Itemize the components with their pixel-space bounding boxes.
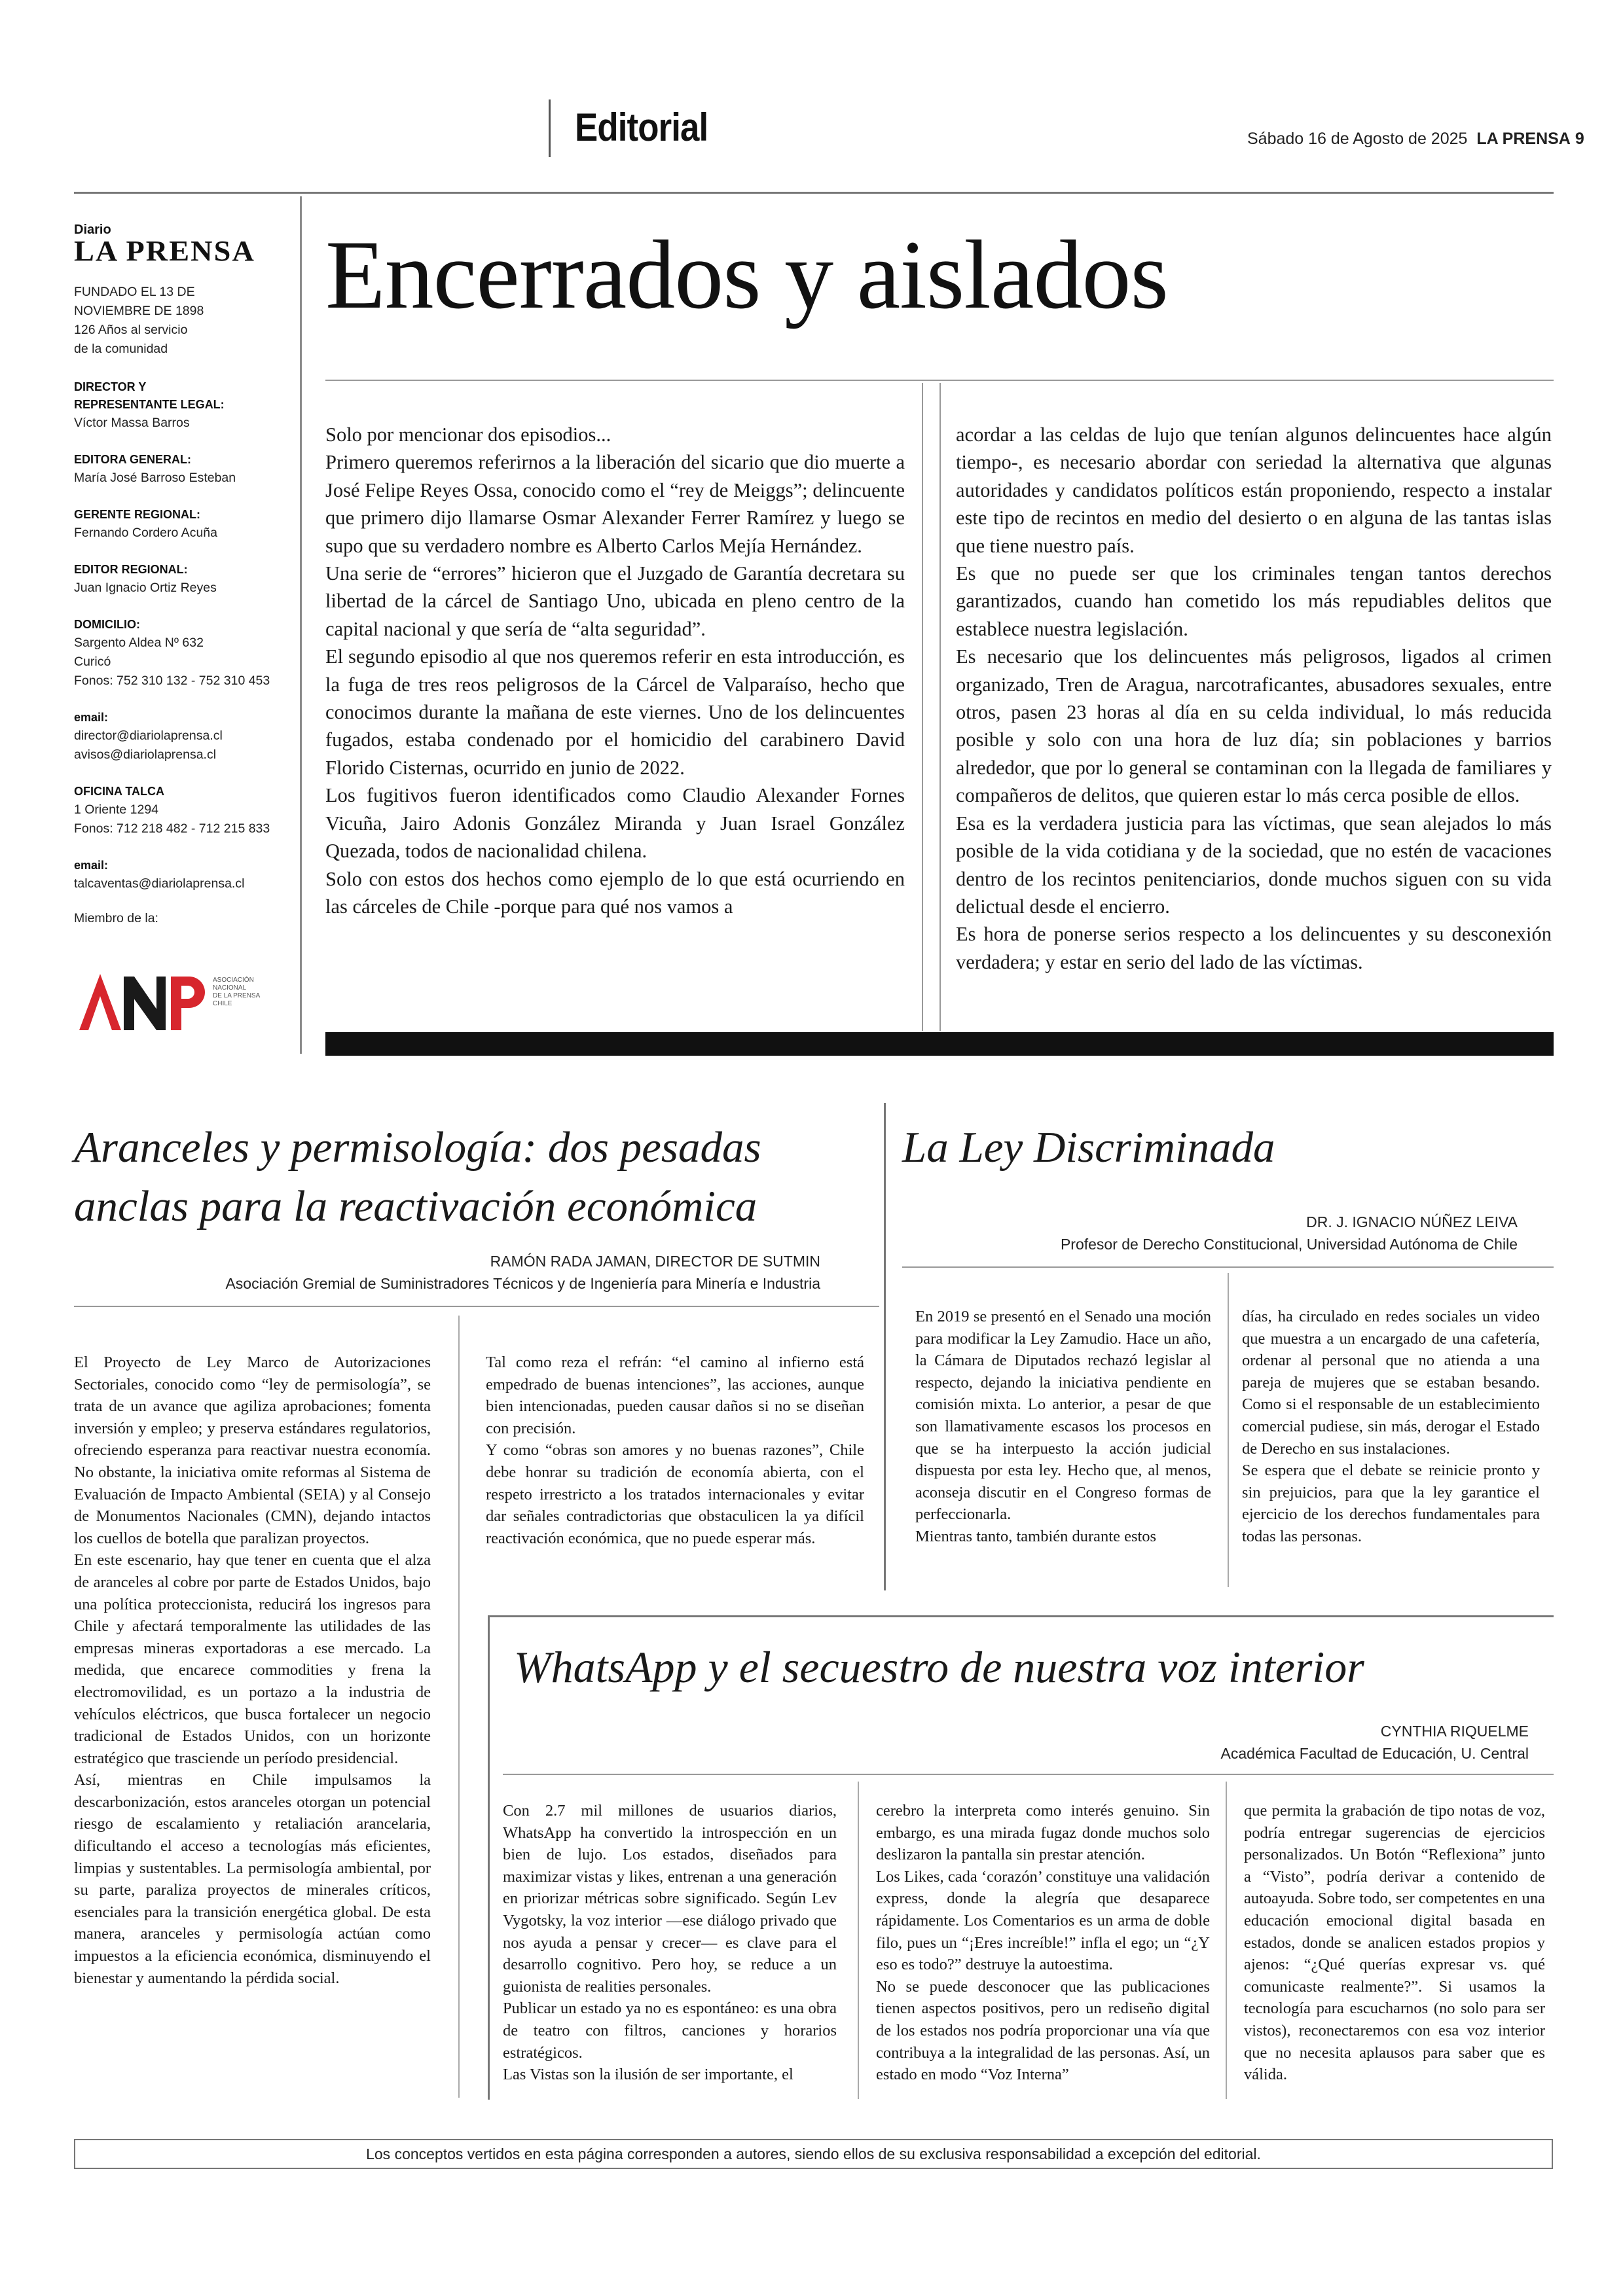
ley-left-rule (884, 1103, 886, 1590)
whatsapp-col-2 (876, 1800, 1210, 2086)
founded-line: FUNDADO EL 13 DE (74, 285, 195, 299)
staff-name: Juan Ignacio Ortiz Reyes (74, 581, 217, 595)
ley-col-divider (1228, 1273, 1229, 1587)
ley-col-2 (1242, 1306, 1540, 1548)
ley-paragraph: En 2019 se presentó en el Senado una moción para modificar la Ley Zamudio. Hace un año, la Cámara de Diputados rechazó legislar al respecto, dejando la iniciativa pendiente en comisión mixta. Lo anterior, a pesar de que son llamativamente escasos los procesos en que se ha interpuesto la acción judicial dispuesta por esta ley. Hecho que, al menos, aconseja discutir en el Congreso formas de perfeccionarla. (915, 1308, 1211, 1524)
aranceles-affiliation: Asociación Gremial de Suministradores Técnicos y de Ingeniería para Minería e Industria (225, 1275, 820, 1292)
staff-editora (74, 451, 293, 488)
whatsapp-paragraph: Publicar un estado ya no es espontáneo: es una obra de teatro con filtros, canciones y horarios estratégicos. (503, 2000, 837, 2062)
whatsapp-top-rule (488, 1615, 1554, 1617)
masthead-logo: LA PRENSA (74, 235, 255, 267)
staff-editor (74, 561, 293, 598)
whatsapp-paragraph: Con 2.7 mil millones de usuarios diarios, WhatsApp ha convertido la introspección en un bien de lujo. Los estados, diseñados para maximizar vistas y likes, entrenan a una generación en priorizar métricas sobre significado. Según Lev Vygotsky, la voz interior —ese diálogo privado que nos ayuda a pensar y crecer— es clave para el desarrollo cognitivo. Pero hoy, se reduce a un guionista de realities personales. (503, 1802, 837, 1996)
anp-caption: CHILE (213, 1000, 232, 1007)
whatsapp-paragraph: que permita la grabación de tipo notas de voz, podría entregar sugerencias de ejercicios personalizados. Un Botón “Reflexiona” junto a “Visto”, podría derivar a contenido de autoayuda. Sobre todo, ser competentes en una educación emocional digital basada en estados, donde se analicen estados propios y ajenos: “¿Qué querías expresar vs. qué comunicaste realmente?”. Si usamos la tecnología para escucharnos (no solo para ser vistos), reconectaremos con esa voz interior que no necesita aplausos para saber que es válida. (1244, 1802, 1545, 2084)
whatsapp-rule (503, 1774, 1554, 1775)
whatsapp-paragraph: No se puede desconocer que las publicaciones tienen aspectos positivos, pero un rediseño digital de los estados nos podría proporcionar una vía que contribuya a la integralidad de las personas. Así, un estado en modo “Voz Interna” (876, 1977, 1210, 2084)
editorial-paragraph: Los fugitivos fueron identificados como Claudio Alexander Fornes Vicuña, Jairo Adonis González Miranda y Juan Israel González Quezada, todos de nacionalidad chilena. (325, 784, 905, 863)
dateline (1247, 130, 1584, 149)
staff-heading: OFICINA TALCA (74, 785, 164, 798)
anp-logo (74, 970, 283, 1035)
anp-caption: NACIONAL (213, 984, 247, 992)
ley-rule (902, 1266, 1554, 1268)
staff-heading: EDITORA GENERAL: (74, 453, 192, 466)
founded-line: de la comunidad (74, 342, 168, 356)
email-line: avisos@diariolaprensa.cl (74, 747, 217, 762)
whatsapp-byline (514, 1720, 1529, 1765)
header-rule (74, 192, 1554, 194)
page-number: 9 (1575, 130, 1584, 148)
aranceles-paragraph: El Proyecto de Ley Marco de Autorizaciones Sectoriales, conocido como “ley de permisología”, se trata de un avance que agiliza aprobaciones; fomenta inversión y empleo; y preserva estándares regulatorios, ofreciendo esperanza para reactivar nuestra economía. No obstante, la iniciativa omite reformas al Sistema de Evaluación de Impacto Ambiental (SEIA) y al Consejo de Monumentos Nacionales (CMN), dejando intactos los cuellos de botella que paralizan proyectos. (74, 1354, 431, 1547)
aranceles-title-line: Aranceles y permisología: dos pesadas (74, 1123, 761, 1172)
anp-caption: DE LA PRENSA (213, 992, 261, 999)
staff-heading: DIRECTOR Y (74, 380, 147, 393)
staff-domicilio (74, 616, 293, 691)
whatsapp-col-3 (1244, 1800, 1545, 2086)
aranceles-paragraph: Y como “obras son amores y no buenas razones”, Chile debe honrar su tradición de economía abierta, con el respeto irrestricto a los tratados internacionales y evitar dar señales contradictorias que obstaculicen la ya difícil reactivación económica, que no puede esperar más. (486, 1441, 864, 1547)
staff-heading: email: (74, 711, 109, 724)
editorial-paragraph: acordar a las celdas de lujo que tenían algunos delincuentes hace algún tiempo-, es necesario abordar con seriedad la alternativa que algunas autoridades y candidatos políticos están proponiendo, respecto a instalar este tipo de recintos en medio del desierto o en alguna de las tantas islas que tiene nuestro país. (956, 423, 1552, 557)
editorial-paragraph: Solo con estos dos hechos como ejemplo de lo que está ocurriendo en las cárceles de Chile -porque para qué nos vamos a (325, 867, 905, 918)
editorial-paragraph: Solo por mencionar dos episodios... (325, 423, 611, 446)
footer-disclaimer: Los conceptos vertidos en esta página corresponden a autores, siendo ellos de su exclusiva responsabilidad a excepción del editorial. (366, 2145, 1261, 2162)
editorial-paragraph: El segundo episodio al que nos queremos referir en esta introducción, es la fuga de tres reos peligrosos de la Cárcel de Valparaíso, hecho que conocimos durante la mañana de este viernes. Uno de los delincuentes fugados, estaba condenado por el homicidio del carabinero David Florido Cisternas, ocurrido en junio de 2022. (325, 645, 905, 779)
staff-talca (74, 783, 293, 838)
editorial-paragraph: Es que no puede ser que los criminales tengan tantos derechos garantizados, cuando han cometido los más repudiables delitos que establece nuestra legislación. (956, 562, 1552, 640)
ley-title: La Ley Discriminada (902, 1123, 1275, 1172)
ley-paragraph: Mientras tanto, también durante estos (915, 1527, 1157, 1545)
staff-heading: REPRESENTANTE LEGAL: (74, 398, 225, 411)
staff-director (74, 378, 293, 433)
address-line: Sargento Aldea Nº 632 (74, 636, 204, 650)
staff-heading: DOMICILIO: (74, 618, 140, 631)
aranceles-col-1 (74, 1352, 431, 1989)
aranceles-paragraph: Tal como reza el refrán: “el camino al infierno está empedrado de buenas intenciones”, las acciones, aunque bien intencionadas, pueden causar daños si no se diseñan con precisión. (486, 1354, 864, 1437)
anp-caption: ASOCIACIÓN (213, 977, 254, 984)
staff-name: María José Barroso Esteban (74, 471, 236, 485)
whatsapp-paragraph: Las Vistas son la ilusión de ser importante, el (503, 2066, 793, 2084)
masthead-diario: Diario (74, 223, 111, 237)
staff-gerente (74, 506, 293, 543)
whatsapp-col-divider (858, 1782, 859, 2099)
founded-line: 126 Años al servicio (74, 323, 188, 337)
footer-disclaimer-box (74, 2139, 1553, 2169)
address-line: 1 Oriente 1294 (74, 802, 159, 817)
editorial-paragraph: Una serie de “errores” hicieron que el Juzgado de Garantía decretara su libertad de la cárcel de Santiago Uno, ubicada en pleno centro de la capital nacional y que sería de “alta seguridad”. (325, 562, 905, 640)
aranceles-byline (74, 1250, 820, 1295)
masthead-box (74, 196, 302, 1054)
whatsapp-affiliation: Académica Facultad de Educación, U. Central (1220, 1745, 1529, 1762)
aranceles-paragraph: En este escenario, hay que tener en cuenta que el alza de aranceles al cobre por parte de Estados Unidos, bajo una política proteccionista, reducirá los ingresos para Chile y afectará temporalmente las utilidades de las empresas mineras exportadoras a ese mercado. La medida, que encarece commodities y frena la electromovilidad, es un portazo a la industria de vehículos eléctricos, que busca fortalecer un negocio tradicional de Estados Unidos, con un horizonte estratégico que trasciende un período presidencial. (74, 1551, 431, 1767)
staff-name: Fernando Cordero Acuña (74, 526, 217, 540)
ley-byline (902, 1211, 1518, 1255)
aranceles-col-divider (458, 1316, 460, 2098)
aranceles-title (74, 1118, 879, 1236)
aranceles-rule (74, 1306, 879, 1307)
editorial-title-rule (325, 380, 1554, 381)
issue-date: Sábado 16 de Agosto de 2025 (1247, 130, 1468, 148)
staff-name: Víctor Massa Barros (74, 416, 190, 430)
masthead-staff (74, 378, 293, 928)
staff-talca-email (74, 857, 293, 893)
editorial-col-2 (956, 421, 1552, 976)
aranceles-title-line: anclas para la reactivación económica (74, 1182, 757, 1230)
header-divider (549, 99, 551, 157)
staff-email (74, 709, 293, 764)
ley-col-1 (915, 1306, 1211, 1548)
editorial-paragraph: Es necesario que los delincuentes más peligrosos, ligados al crimen organizado, Tren de Aragua, narcotraficantes, abusadores sexuales, entre otros, pasen 23 horas al día en su celda individual, lo más reducida posible y solo con una hora de luz día; sin poblaciones y barrios alrededor, que por lo general se contaminan con la llegada de familiares y compañeros de delitos, que quieren estar lo más cerca posible de ellos. (956, 645, 1552, 807)
whatsapp-col-divider (1226, 1782, 1227, 2099)
editorial-bottom-bar (325, 1032, 1554, 1056)
editorial-title: Encerrados y aislados (325, 221, 1168, 329)
whatsapp-left-rule (488, 1615, 490, 2100)
editorial-paragraph: Esa es la verdadera justicia para las víctimas, que sean alejados lo más posible de la vida cotidiana y de la sociedad, que no estén de vacaciones dentro de los recintos penitenciarios, donde muchos siguen con su vida delictual desde el encierro. (956, 812, 1552, 918)
editorial-paragraph: Es hora de ponerse serios respecto a los delincuentes y su desconexión verdadera; y estar en serio del lado de las víctimas. (956, 923, 1552, 973)
whatsapp-title: WhatsApp y el secuestro de nuestra voz interior (514, 1642, 1364, 1692)
phone-line: Fonos: 752 310 132 - 752 310 453 (74, 673, 270, 688)
email-line: talcaventas@diariolaprensa.cl (74, 876, 245, 891)
aranceles-author: RAMÓN RADA JAMAN, DIRECTOR DE SUTMIN (490, 1253, 820, 1270)
staff-heading: EDITOR REGIONAL: (74, 563, 188, 576)
staff-heading: email: (74, 859, 109, 872)
ley-paragraph: Se espera que el debate se reinicie pronto y sin prejuicios, para que la ley garantice el ejercicio de los derechos fundamentales para todas las personas. (1242, 1462, 1540, 1545)
founded-line: NOVIEMBRE DE 1898 (74, 304, 204, 318)
editorial-col-divider (922, 383, 923, 1031)
ley-affiliation: Profesor de Derecho Constitucional, Universidad Autónoma de Chile (1060, 1236, 1518, 1253)
phone-line: Fonos: 712 218 482 - 712 215 833 (74, 821, 270, 836)
editorial-paragraph: Primero queremos referirnos a la liberación del sicario que dio muerte a José Felipe Reyes Ossa, conocido como el “rey de Meiggs”; delincuente que primero dijo llamarse Osmar Alexander Ferrer Ramírez y luego se supo que su verdadero nombre es Alberto Carlos Mejía Hernández. (325, 451, 905, 557)
whatsapp-author: CYNTHIA RIQUELME (1380, 1723, 1529, 1740)
address-line: Curicó (74, 655, 111, 669)
masthead-founded (74, 283, 290, 359)
email-line: director@diariolaprensa.cl (74, 728, 223, 743)
paper-name: LA PRENSA (1476, 130, 1571, 148)
staff-heading: GERENTE REGIONAL: (74, 508, 201, 521)
editorial-col-1 (325, 421, 905, 920)
aranceles-col-2 (486, 1352, 864, 1549)
whatsapp-paragraph: cerebro la interpreta como interés genuino. Sin embargo, es una mirada fugaz donde muchos solo deslizaron la pantalla sin prestar atención. (876, 1802, 1210, 1864)
ley-paragraph: días, ha circulado en redes sociales un video que muestra a un encargado de una cafetería, ordenar al personal que no atienda a una pareja de mujeres que se estaban besando. Como si el responsable de un establecimiento comercial pudiese, sin más, derogar el Estado de Derecho en sus instalaciones. (1242, 1308, 1540, 1458)
ley-author: DR. J. IGNACIO NÚÑEZ LEIVA (1306, 1213, 1518, 1230)
member-label: Miembro de la: (74, 911, 158, 925)
editorial-col-divider (939, 383, 941, 1031)
whatsapp-paragraph: Los Likes, cada ‘corazón’ constituye una validación express, donde la alegría que desaparece rápidamente. Los Comentarios es un arma de doble filo, pues un “¡Eres increíble!” infla el ego; un “¿Y eso es todo?” destruye la autoestima. (876, 1867, 1210, 1974)
whatsapp-col-1 (503, 1800, 837, 2086)
aranceles-paragraph: Así, mientras en Chile impulsamos la descarbonización, estos aranceles otorgan un potencial riesgo de escalamiento y retaliación arancelaria, dificultando el acceso a tecnologías más eficientes, limpias y sustentables. La permisología ambiental, por su parte, paraliza proyectos de minerales críticos, esenciales para la transición energética global. De esta manera, aranceles y permisología actúan como impuestos a la eficiencia económica, disminuyendo el bienestar y aumentando la pérdida social. (74, 1771, 431, 1987)
section-title: Editorial (575, 105, 708, 149)
